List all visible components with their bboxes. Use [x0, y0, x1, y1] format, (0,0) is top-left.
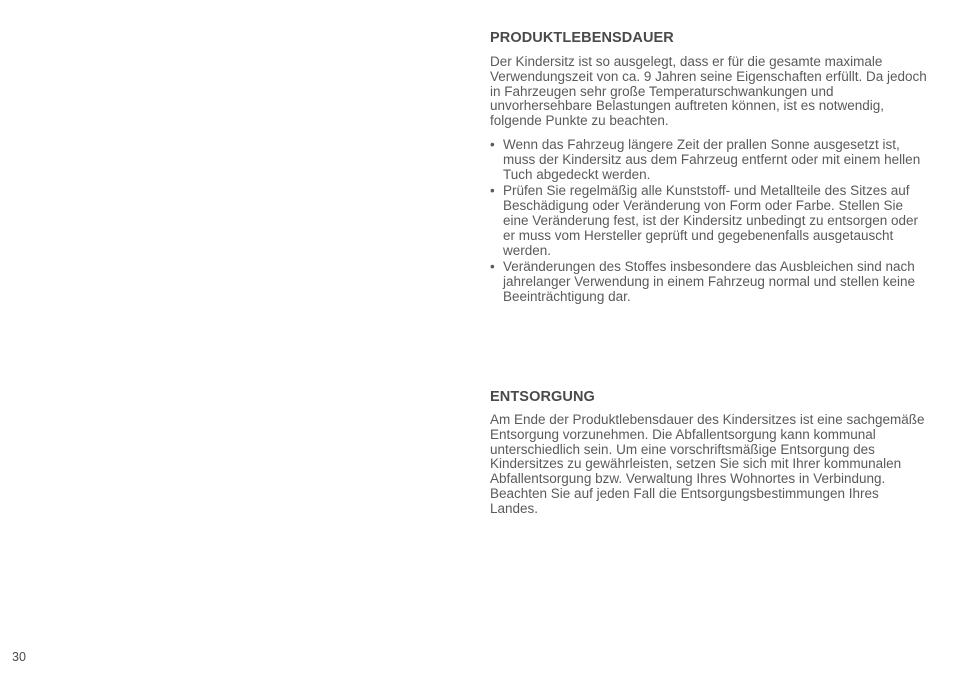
- bullet-icon: •: [490, 259, 495, 275]
- list-item: [490, 138, 930, 182]
- section-heading-product-lifetime: PRODUKTLEBENSDAUER: [490, 30, 674, 46]
- list-item-text: Prüfen Sie regelmäßig alle Kunststoff- und Metallteile des Sitzes auf Beschädigung oder Veränderung von Form oder Farbe. Stellen Sie eine Veränderung fest, ist der Kindersitz unbedingt zu entsorgen oder er muss vom Hersteller geprüft und gegebenenfalls ausgetauscht werden.: [503, 183, 919, 258]
- page-number: 30: [12, 650, 26, 664]
- list-item: [490, 260, 930, 304]
- section-heading-disposal: ENTSORGUNG: [490, 389, 595, 405]
- product-lifetime-bullet-list: [490, 138, 930, 307]
- list-item-text: Wenn das Fahrzeug längere Zeit der prallen Sonne ausgesetzt ist, muss der Kindersitz aus dem Fahrzeug entfernt oder mit einem hellen Tuch abgedeckt werden.: [503, 137, 921, 182]
- bullet-icon: •: [490, 183, 495, 199]
- bullet-icon: •: [490, 137, 495, 152]
- list-item-text: Veränderungen des Stoffes insbesondere das Ausbleichen sind nach jahrelanger Verwendung in einem Fahrzeug normal und stellen keine Beeinträchtigung dar.: [503, 259, 916, 304]
- list-item: [490, 184, 930, 258]
- product-lifetime-intro: Der Kindersitz ist so ausgelegt, dass er für die gesamte maximale Verwendungszeit von ca. 9 Jahren seine Eigenschaften erfüllt. Da jedoch in Fahrzeugen sehr große Temperaturschwankungen und unvorhersehbare Belastungen auftreten können, ist es notwendig, folgende Punkte zu beachten.: [490, 54, 927, 129]
- disposal-text: Am Ende der Produktlebensdauer des Kindersitzes ist eine sachgemäße Entsorgung vorzunehmen. Die Abfallentsorgung kann kommunal unterschiedlich sein. Um eine vorschriftsmäßige Entsorgung des Kindersitzes zu gewährleisten, setzen Sie sich mit Ihrer kommunalen Abfallentsorgung bzw. Verwaltung Ihres Wohnortes in Verbindung. Beachten Sie auf jeden Fall die Entsorgungsbestimmungen Ihres Landes.: [490, 412, 925, 516]
